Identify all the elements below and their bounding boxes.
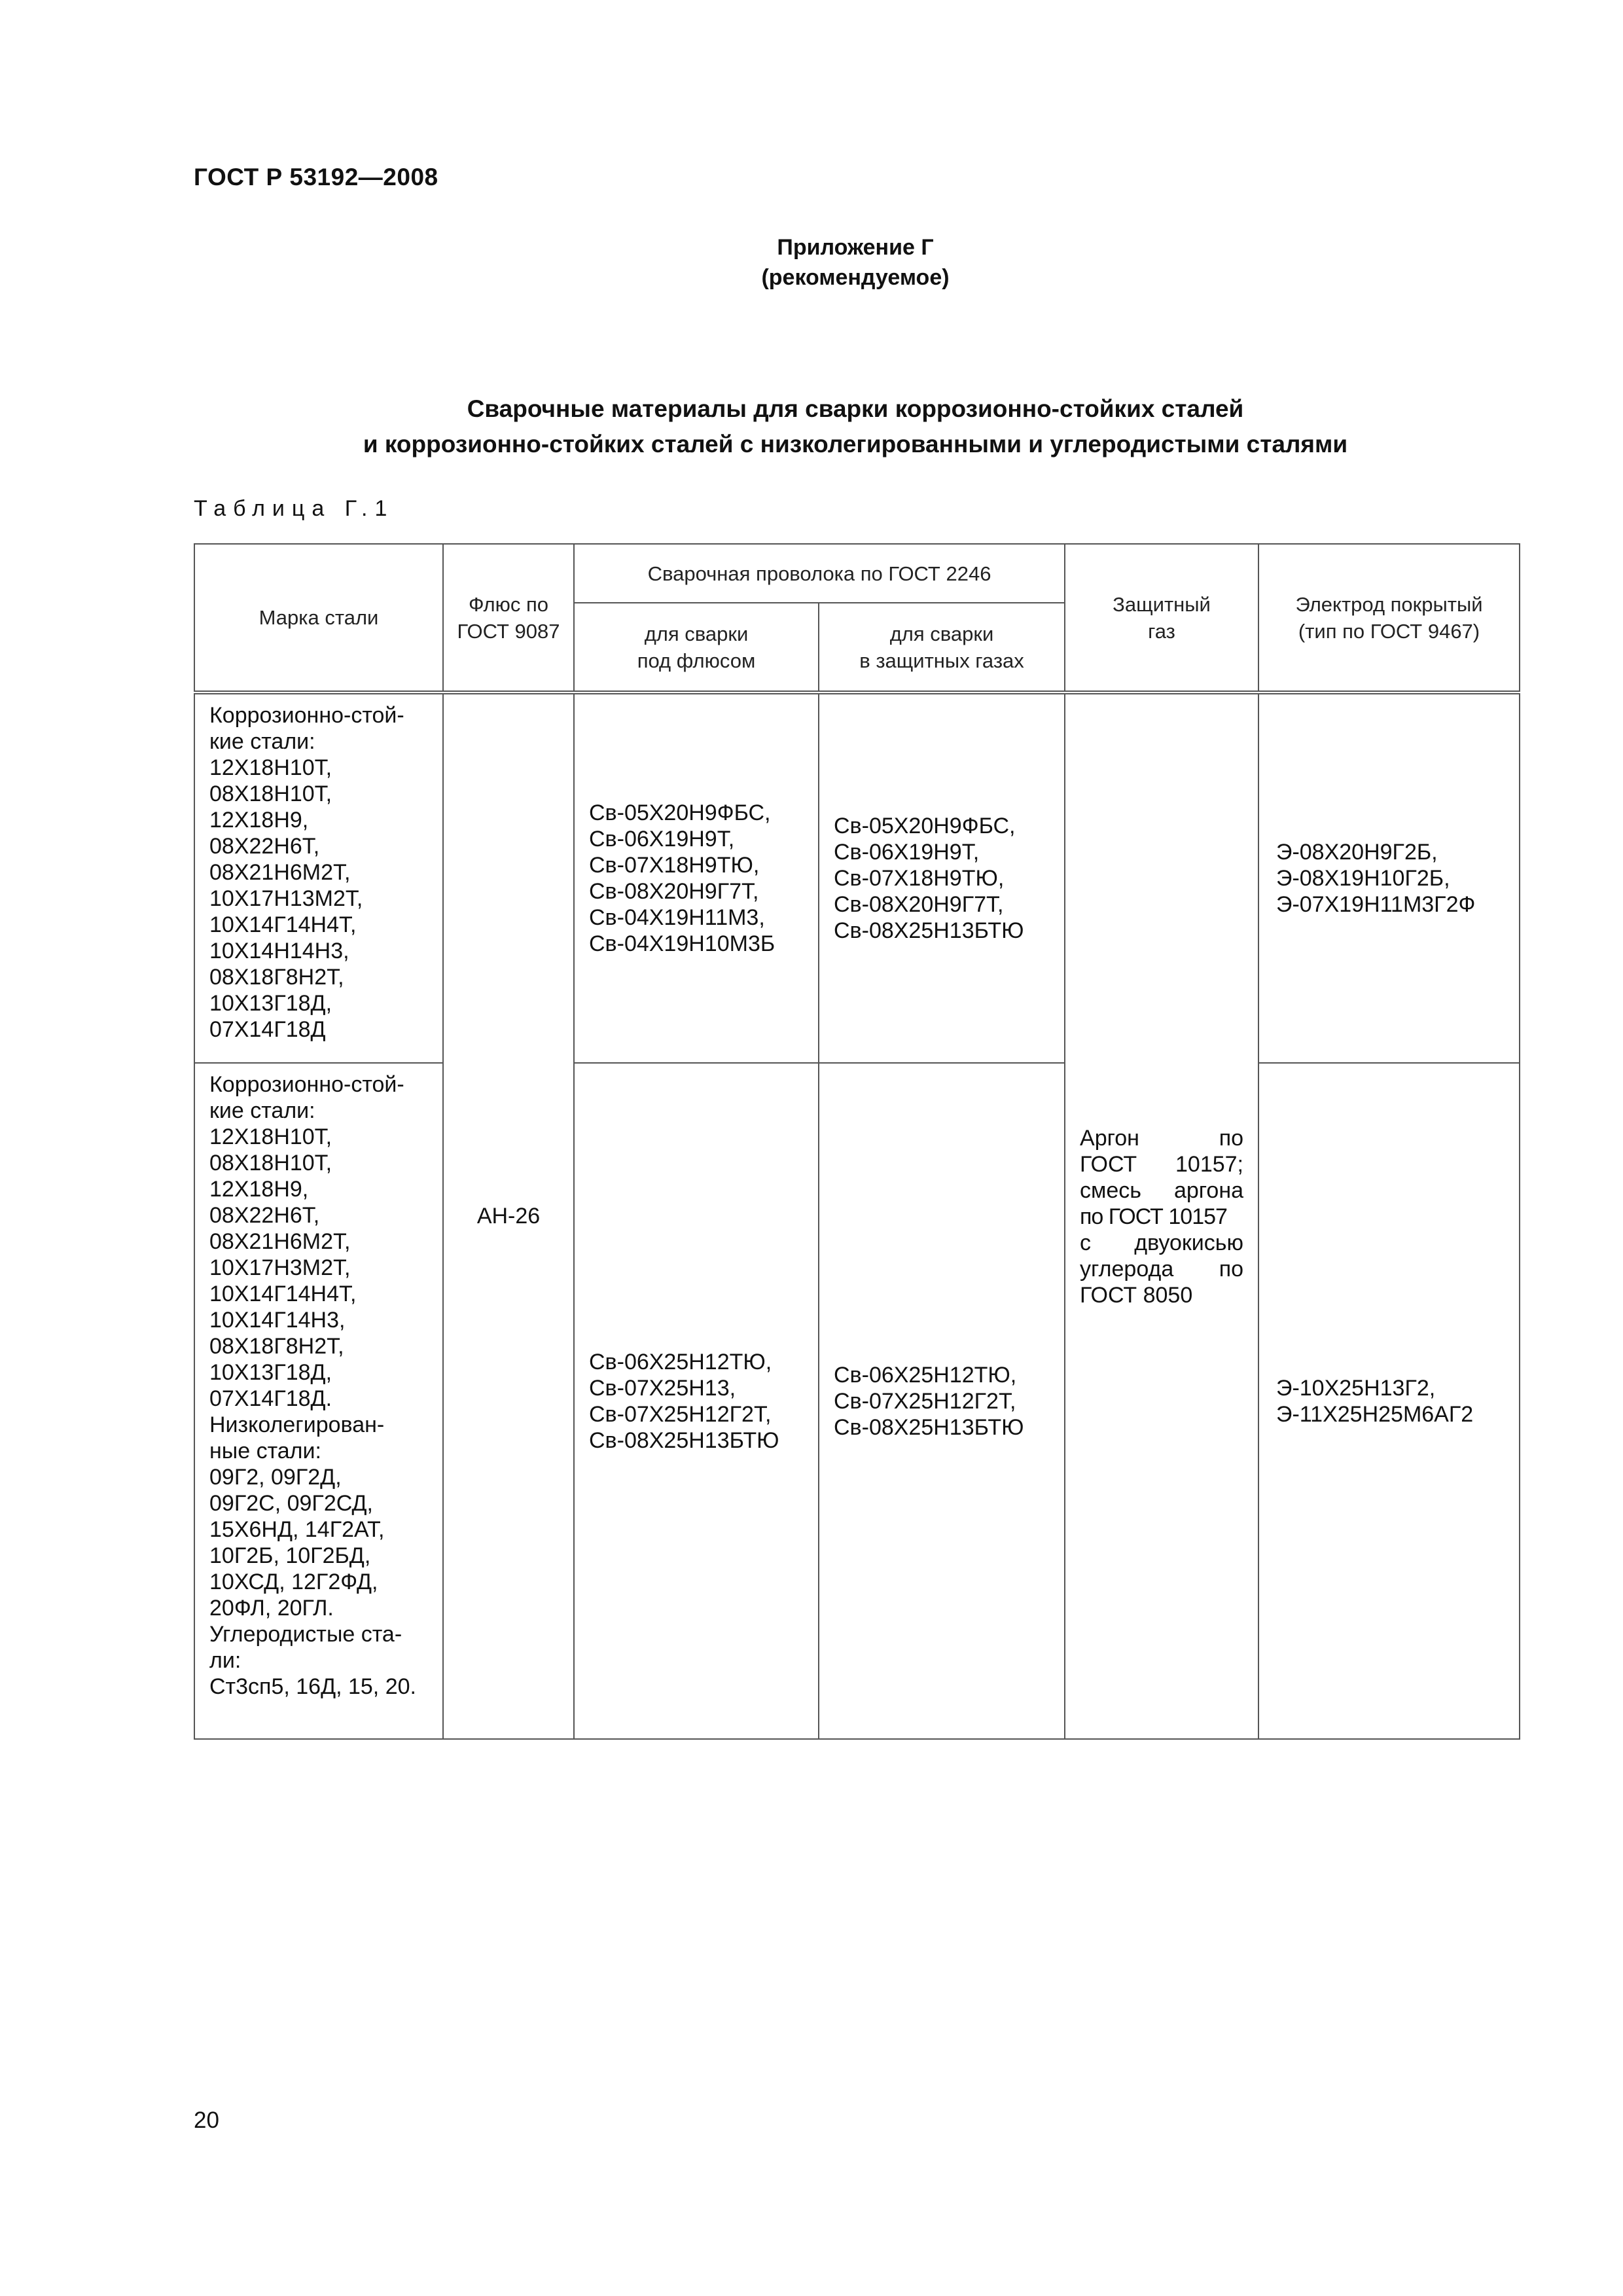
electrode-cell xyxy=(1258,1063,1520,1739)
grade-line: 08Х18Г8Н2Т, xyxy=(209,1334,344,1359)
grade-line: Углеродистые ста- xyxy=(209,1622,402,1647)
gas-word: ГОСТ xyxy=(1080,1151,1137,1177)
grade-line: 08Х22Н6Т, xyxy=(209,1203,320,1228)
gas-line: по ГОСТ 10157 xyxy=(1080,1204,1227,1229)
grade-line: 08Х18Н10Т, xyxy=(209,1151,332,1175)
header-wire-under-flux xyxy=(574,603,819,692)
gas-word: Аргон xyxy=(1080,1125,1139,1151)
table-caption: Таблица Г.1 xyxy=(194,496,395,521)
header-steel-grade: Марка стали xyxy=(194,544,443,692)
gas-word: по xyxy=(1219,1256,1244,1282)
grade-line: Коррозионно-стой- xyxy=(209,1072,404,1097)
gas-line xyxy=(1080,1151,1243,1177)
gas-line xyxy=(1080,1230,1243,1256)
grade-line: ные стали: xyxy=(209,1439,321,1463)
wire-line: Св-08Х20Н9Г7Т, xyxy=(834,892,1004,917)
wire-line: Св-06Х19Н9Т, xyxy=(834,840,980,865)
wire-line: Св-05Х20Н9ФБС, xyxy=(834,814,1016,838)
wire-line: Св-07Х25Н13, xyxy=(589,1375,736,1401)
electrode-line: Э-10Х25Н13Г2, xyxy=(1276,1375,1436,1401)
grade-line: 08Х21Н6М2Т, xyxy=(209,1229,351,1254)
grade-line: 10Х13Г18Д, xyxy=(209,1360,332,1385)
grade-line: Коррозионно-стой- xyxy=(209,703,404,728)
grade-line: 10Х14Г14Н4Т, xyxy=(209,912,357,937)
steel-grade-cell xyxy=(194,692,443,1063)
wire-line: Св-06Х25Н12ТЮ, xyxy=(589,1349,772,1374)
gas-word: с xyxy=(1080,1230,1092,1255)
grade-line: 07Х14Г18Д. xyxy=(209,1386,332,1411)
grade-line: 09Г2, 09Г2Д, xyxy=(209,1465,342,1490)
header-gas-line1: Защитный xyxy=(1113,592,1211,616)
table-title-line1: Сварочные материалы для сварки коррозионно-стойких сталей xyxy=(467,395,1244,422)
electrode-line: Э-11Х25Н25М6АГ2 xyxy=(1276,1401,1474,1427)
header-flux xyxy=(443,544,574,692)
gas-word: смесь xyxy=(1080,1177,1142,1203)
page-number: 20 xyxy=(194,2108,219,2133)
grade-line: 10Х14Г14Н3, xyxy=(209,1308,346,1333)
gas-line xyxy=(1080,1125,1243,1151)
wire-line: Св-08Х25Н13БТЮ xyxy=(834,918,1024,943)
gas-word: углерода xyxy=(1080,1256,1174,1282)
welding-materials-table xyxy=(194,543,1520,1740)
grade-line: 12Х18Н10Т, xyxy=(209,1124,332,1149)
wire-line: Св-08Х20Н9Г7Т, xyxy=(589,879,759,904)
header-wire-shielding-gas-line1: для сварки xyxy=(889,622,994,645)
grade-line: 10Г2Б, 10Г2БД, xyxy=(209,1543,371,1568)
grade-line: 08Х22Н6Т, xyxy=(209,834,320,859)
grade-line: ли: xyxy=(209,1648,241,1673)
document-code: ГОСТ Р 53192—2008 xyxy=(194,164,438,190)
header-flux-line2: ГОСТ 9087 xyxy=(457,619,560,643)
grade-line: 10Х14Н14Н3, xyxy=(209,939,349,963)
gas-line: ГОСТ 8050 xyxy=(1080,1282,1193,1308)
flux-cell: АН-26 xyxy=(443,692,574,1739)
grade-line: 10Х17Н3М2Т, xyxy=(209,1255,351,1280)
table-title-line2: и коррозионно-стойких сталей с низколегированными и углеродистыми сталями xyxy=(363,431,1348,457)
header-flux-line1: Флюс по xyxy=(468,592,549,616)
grade-line: 15Х6НД, 14Г2АТ, xyxy=(209,1517,385,1542)
header-wire-under-flux-line1: для сварки xyxy=(644,622,749,645)
wire-line: Св-06Х19Н9Т, xyxy=(589,827,735,852)
electrode-line: Э-07Х19Н11М3Г2Ф xyxy=(1276,892,1476,917)
grade-line: 12Х18Н10Т, xyxy=(209,755,332,780)
grade-line: Низколегирован- xyxy=(209,1412,385,1437)
header-gas-line2: газ xyxy=(1148,619,1175,643)
wire-line: Св-04Х19Н11М3, xyxy=(589,905,765,930)
electrode-line: Э-08Х20Н9Г2Б, xyxy=(1276,840,1438,865)
electrode-line: Э-08Х19Н10Г2Б, xyxy=(1276,866,1450,891)
wire-line: Св-05Х20Н9ФБС, xyxy=(589,800,771,825)
grade-line: 12Х18Н9, xyxy=(209,1177,309,1202)
electrode-cell xyxy=(1258,692,1520,1063)
gas-word: по xyxy=(1219,1125,1244,1151)
shielding-gas-cell xyxy=(1065,692,1258,1739)
wire-under-flux-cell xyxy=(574,692,819,1063)
grade-line: 09Г2С, 09Г2СД, xyxy=(209,1491,374,1516)
header-gas xyxy=(1065,544,1258,692)
grade-line: Ст3сп5, 16Д, 15, 20. xyxy=(209,1674,416,1699)
wire-line: Св-08Х25Н13БТЮ xyxy=(589,1427,779,1453)
grade-line: 08Х18Н10Т, xyxy=(209,781,332,806)
wire-line: Св-06Х25Н12ТЮ, xyxy=(834,1362,1017,1388)
wire-under-flux-cell xyxy=(574,1063,819,1739)
wire-shielding-gas-cell xyxy=(819,1063,1065,1739)
header-wire-under-flux-line2: под флюсом xyxy=(637,649,756,672)
table-row xyxy=(194,692,1520,1063)
header-wire-shielding-gas-line2: в защитных газах xyxy=(859,649,1024,672)
gas-word: двуокисью xyxy=(1134,1230,1244,1255)
wire-shielding-gas-cell xyxy=(819,692,1065,1063)
header-wire: Сварочная проволока по ГОСТ 2246 xyxy=(574,544,1065,603)
header-electrode xyxy=(1258,544,1520,692)
wire-line: Св-07Х18Н9ТЮ, xyxy=(834,866,1005,891)
grade-line: 10Х13Г18Д, xyxy=(209,991,332,1016)
header-electrode-line2: (тип по ГОСТ 9467) xyxy=(1298,619,1480,643)
gas-word: 10157; xyxy=(1175,1151,1244,1177)
grade-line: кие стали: xyxy=(209,1098,315,1123)
wire-line: Св-07Х25Н12Г2Т, xyxy=(589,1401,772,1427)
table-title xyxy=(0,391,1623,462)
steel-grade-cell xyxy=(194,1063,443,1739)
grade-line: 10ХСД, 12Г2ФД, xyxy=(209,1570,378,1594)
grade-line: 10Х17Н13М2Т, xyxy=(209,886,363,911)
grade-line: кие стали: xyxy=(209,729,315,754)
grade-line: 10Х14Г14Н4Т, xyxy=(209,1282,357,1306)
wire-line: Св-07Х25Н12Г2Т, xyxy=(834,1388,1016,1414)
appendix-label: Приложение Г xyxy=(777,235,934,260)
wire-line: Св-04Х19Н10М3Б xyxy=(589,931,776,956)
grade-line: 12Х18Н9, xyxy=(209,808,309,833)
header-electrode-line1: Электрод покрытый xyxy=(1295,592,1483,616)
appendix-heading xyxy=(0,232,1623,293)
appendix-status: (рекомендуемое) xyxy=(761,265,950,290)
table-row xyxy=(194,1063,1520,1739)
gas-word: аргона xyxy=(1173,1177,1244,1203)
gas-line xyxy=(1080,1256,1243,1282)
wire-line: Св-07Х18Н9ТЮ, xyxy=(589,853,760,878)
gas-line xyxy=(1080,1177,1243,1204)
wire-line: Св-08Х25Н13БТЮ xyxy=(834,1414,1024,1440)
header-wire-shielding-gas xyxy=(819,603,1065,692)
grade-line: 20ФЛ, 20ГЛ. xyxy=(209,1596,334,1621)
grade-line: 07Х14Г18Д xyxy=(209,1017,326,1042)
grade-line: 08Х21Н6М2Т, xyxy=(209,860,351,885)
grade-line: 08Х18Г8Н2Т, xyxy=(209,965,344,990)
